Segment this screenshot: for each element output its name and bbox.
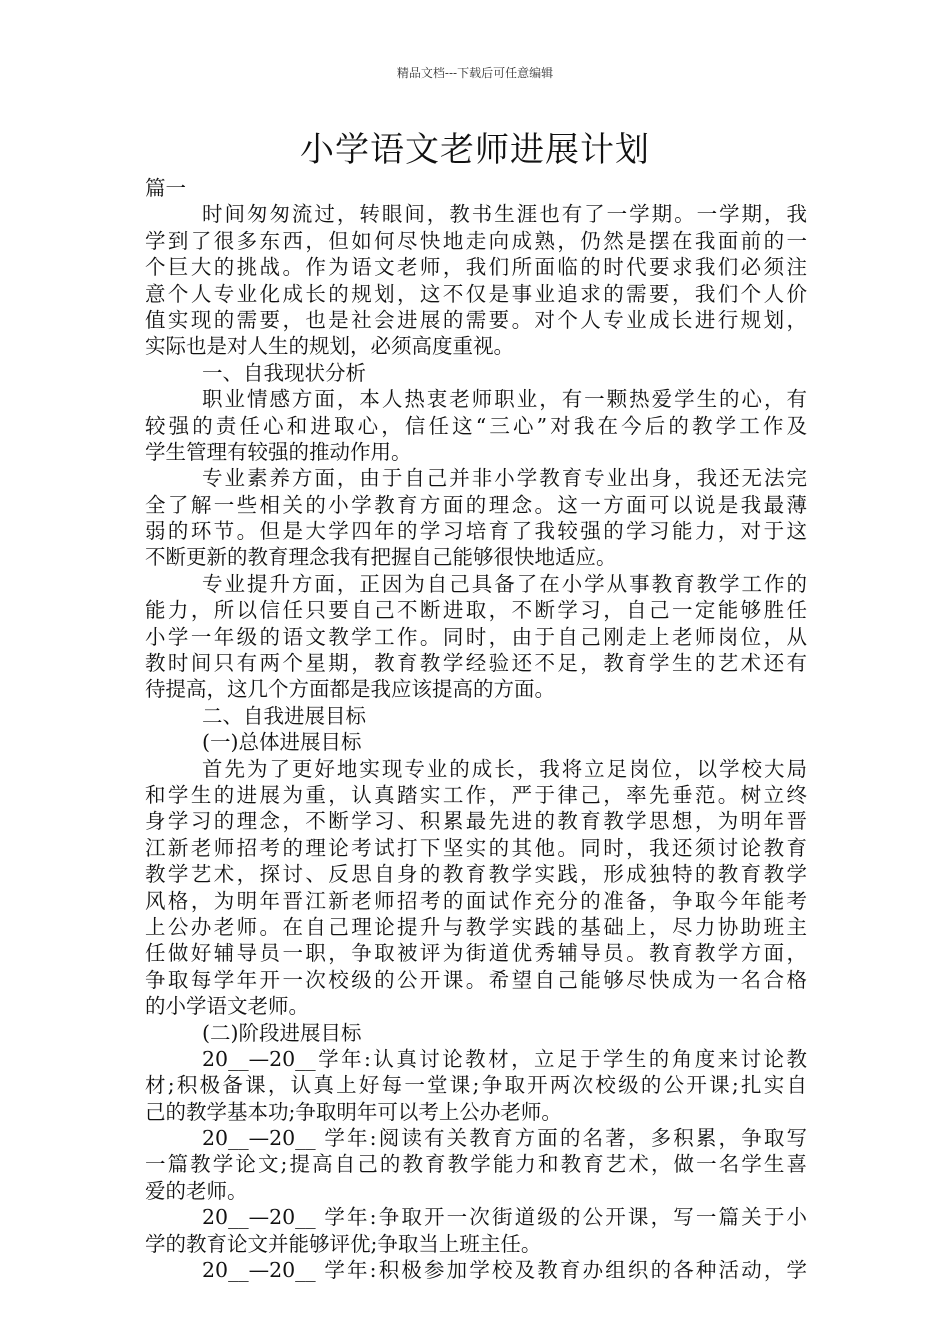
paragraph-line: 和学生的进展为重，认真踏实工作，严于律己，率先垂范。树立终	[145, 782, 807, 807]
paragraph-line: 20__—20__ 学年:争取开一次街道级的公开课，写一篇关于小	[202, 1205, 807, 1230]
paragraph-line: 时间匆匆流过，转眼间，教书生涯也有了一学期。一学期，我	[202, 202, 807, 227]
paragraph-line: 江新老师招考的理论考试打下坚实的其他。同时，我还须讨论教育	[145, 835, 807, 860]
paragraph-line: 待提高，这几个方面都是我应该提高的方面。	[145, 677, 555, 702]
section-label: 篇一	[145, 176, 186, 200]
paragraph-line: 材;积极备课，认真上好每一堂课;争取开两次校级的公开课;扎实自	[145, 1073, 807, 1098]
paragraph-line: 上公办老师。在自己理论提升与教学实践的基础上，尽力协助班主	[145, 914, 807, 939]
paragraph-line: 不断更新的教育理念我有把握自己能够很快地适应。	[145, 545, 617, 570]
paragraph-line: 小学一年级的语文教学工作。同时，由于自己刚走上老师岗位，从	[145, 624, 807, 649]
paragraph-line: 首先为了更好地实现专业的成长，我将立足岗位，以学校大局	[202, 756, 807, 781]
paragraph-line: 爱的老师。	[145, 1178, 248, 1203]
paragraph-line: 学的教育论文并能够评优;争取当上班主任。	[145, 1231, 542, 1256]
section-heading: 二、自我进展目标	[202, 703, 366, 728]
paragraph-line: 20__—20__ 学年:阅读有关教育方面的名著，多积累，争取写	[202, 1126, 807, 1151]
paragraph-line: 的小学语文老师。	[145, 994, 309, 1019]
paragraph-line: 全了解一些相关的小学教育方面的理念。这一方面可以说是我最薄	[145, 492, 807, 517]
paragraph-line: 20__—20__学年:认真讨论教材，立足于学生的角度来讨论教	[202, 1046, 807, 1071]
document-body	[145, 175, 807, 1283]
paragraph-line: 意个人专业化成长的规划，这不仅是事业追求的需要，我们个人价	[145, 281, 807, 306]
paragraph-line: 争取每学年开一次校级的公开课。希望自己能够尽快成为一名合格	[145, 967, 807, 992]
subsection-heading: (一)总体进展目标	[202, 730, 362, 755]
paragraph-line: 学生管理有较强的推动作用。	[145, 439, 412, 464]
paragraph-line: 专业提升方面，正因为自己具备了在小学从事教育教学工作的	[202, 571, 807, 596]
subsection-heading: (二)阶段进展目标	[202, 1020, 362, 1045]
paragraph-line: 较强的责任心和进取心，信任这“三心”对我在今后的教学工作及	[145, 413, 807, 438]
paragraph-line: 个巨大的挑战。作为语文老师，我们所面临的时代要求我们必须注	[145, 255, 807, 280]
paragraph-line: 教时间只有两个星期，教育教学经验还不足，教育学生的艺术还有	[145, 651, 807, 676]
paragraph-line: 学到了很多东西，但如何尽快地走向成熟，仍然是摆在我面前的一	[145, 228, 807, 253]
paragraph-line: 身学习的理念，不断学习、积累最先进的教育教学思想，为明年晋	[145, 809, 807, 834]
paragraph-line: 风格，为明年晋江新老师招考的面试作充分的准备，争取今年能考	[145, 888, 807, 913]
paragraph-line: 一篇教学论文;提高自己的教育教学能力和教育艺术，做一名学生喜	[145, 1152, 807, 1177]
section-heading: 一、自我现状分析	[202, 360, 366, 385]
page-header-note: 精品文档---下载后可任意编辑	[396, 66, 554, 80]
paragraph-line: 教学艺术，探讨、反思自身的教育教学实践，形成独特的教育教学	[145, 862, 807, 887]
paragraph-line: 己的教学基本功;争取明年可以考上公办老师。	[145, 1099, 562, 1124]
paragraph-line: 专业素养方面，由于自己并非小学教育专业出身，我还无法完	[202, 466, 807, 491]
document-title: 小学语文老师进展计划	[300, 130, 650, 170]
paragraph-line: 能力，所以信任只要自己不断进取，不断学习，自己一定能够胜任	[145, 598, 807, 623]
paragraph-line: 任做好辅导员一职，争取被评为街道优秀辅导员。教育教学方面，	[145, 941, 807, 966]
paragraph-line: 值实现的需要，也是社会进展的需要。对个人专业成长进行规划，	[145, 307, 807, 332]
paragraph-line: 实际也是对人生的规划，必须高度重视。	[145, 334, 514, 359]
paragraph-line: 弱的环节。但是大学四年的学习培育了我较强的学习能力，对于这	[145, 519, 807, 544]
paragraph-line: 20__—20__ 学年:积极参加学校及教育办组织的各种活动，学	[202, 1258, 807, 1283]
paragraph-line: 职业情感方面，本人热衷老师职业，有一颗热爱学生的心，有	[202, 387, 807, 412]
